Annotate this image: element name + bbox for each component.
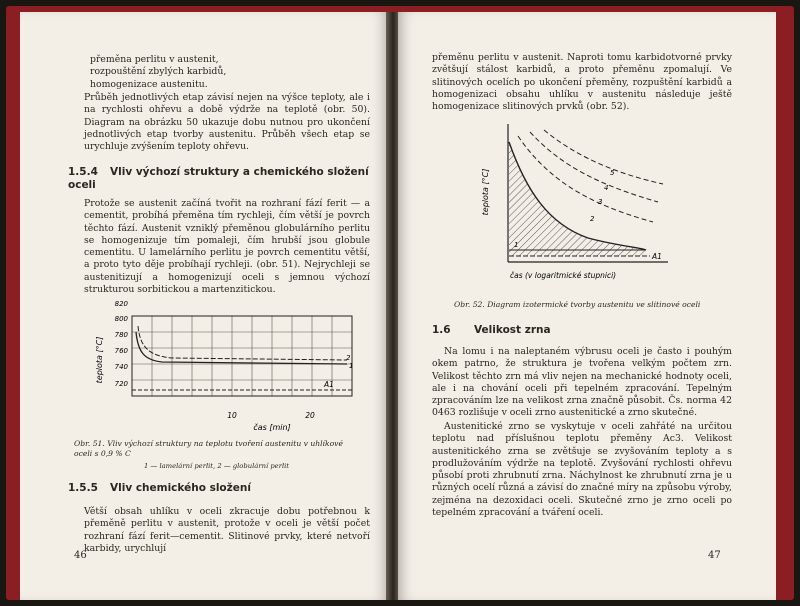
fig51-label-a1: A1 [324, 380, 334, 389]
fig51-xlabel: čas [min] [253, 423, 291, 432]
fig51-frame [132, 316, 352, 396]
fig51-ylabel: teplota [°C] [95, 336, 104, 384]
fig52-caption: Obr. 52. Diagram izotermické tvorby austenitu ve slitinové oceli [454, 300, 701, 309]
fig51-label-2: 2 [346, 354, 351, 362]
figure-51 [92, 300, 372, 434]
fig52-curve-5 [544, 130, 663, 184]
fig52-curve-4 [530, 132, 658, 202]
etapy-list: přeměna perlitu v austenit, rozpouštění zbylých karbidů, homogenizace austenitu. [90, 54, 227, 90]
fig52-xlabel: čas (v logaritmické stupnici) [510, 271, 617, 280]
paragraph-top: přeměnu perlitu v austenit. Naproti tomu karbidotvorné prvky zvětšují stálost karbidů, a proto přeměnu zpomalují. Ve slitinových ocelích po ukončení přeměny, rozpuštění karbidů a homogenizaci obsahu uhlíku v austenitu následuje ještě homogenizace slitinových prvků (obr. 52). [432, 52, 732, 113]
fig51-ytick: 820 [114, 300, 128, 308]
fig52-label-2: 2 [590, 215, 595, 223]
paragraph-155: Větší obsah uhlíku v oceli zkracuje dobu potřebnou k přeměně perlitu v austenit, protože v oceli je větší počet rozhraní fází ferit—cementit. Slitinové prvky, které netvoří karbidy, urychlují [84, 506, 370, 554]
section-heading-154 [68, 166, 378, 192]
page-number: 46 [74, 550, 87, 561]
fig52-label-5: 5 [610, 169, 615, 177]
page-number: 47 [708, 550, 721, 561]
fig51-ytick: 740 [114, 363, 128, 371]
fig51-caption: Obr. 51. Vliv výchozí struktury na teplotu tvoření austenitu v uhlíkové oceli s 0,9 % C [74, 439, 343, 458]
fig51-grid [132, 316, 352, 396]
left-page [20, 12, 388, 600]
section-title: Velikost zrna [474, 324, 551, 336]
fig51-ytick: 800 [114, 315, 128, 323]
section-heading-16 [432, 324, 752, 337]
fig52-label-4: 4 [604, 184, 609, 192]
fig52-label-1: 1 [514, 241, 519, 249]
fig51-ytick: 720 [114, 380, 128, 388]
fig52-ylabel: teplota [°C] [481, 168, 490, 216]
section-number: 1.5.4 [68, 166, 98, 178]
fig51-legend: 1 — lamelární perlit, 2 — globulární perlit [144, 462, 290, 470]
fig52-hatched-area [509, 142, 646, 256]
fig51-label-1: 1 [349, 362, 354, 370]
fig51-xtick: 20 [305, 411, 315, 420]
paragraph-etapy: Průběh jednotlivých etap závisí nejen na výšce teploty, ale i na rychlosti ohřevu a době výdrže na teplotě (obr. 50). Diagram na obrázku 50 ukazuje dobu nutnou pro ukončení jednotlivých etap tvorby austenitu. Průběh všech etap se urychluje zvýšením teploty ohřevu. [84, 92, 370, 153]
fig51-curve-2 [138, 326, 347, 360]
paragraph-16-b: Austenitické zrno se vyskytuje v oceli zahřáté na určitou teplotu nad příslušnou teplotu přeměny Ac3. Velikost austenitického zrna se zvětšuje se zvyšováním teploty a s prodlužováním výdrže na teplotě. Zvyšování rychlosti ohřevu působí proti zhrubnutí zrna. Náchylnost ke zhrubnutí zrna je u různých ocelí různá a závisí do značné míry na způsobu výroby, zejména na dezoxidaci oceli. Skutečné zrno je zrno oceli po tepelném zpracování a tváření oceli. [432, 421, 732, 519]
fig51-ytick: 780 [114, 331, 128, 339]
right-page [398, 12, 776, 600]
section-heading-155 [68, 482, 378, 495]
paragraph-154: Protože se austenit začíná tvořit na rozhraní fází ferit — a cementit, probíhá přeměna tím rychleji, čím větší je povrch těchto fází. Austenit vzniklý přeměnou globulárního perlitu se homogenizuje tím pomaleji, čím hrubší jsou globule cementitu. U lamelárního perlitu je povrch cementitu větší, a proto tyto děje probíhají rychleji. (obr. 51). Nejrychleji se austenitizují a homogenizují oceli s jemnou výchozí strukturou sorbitickou a martenzitickou. [84, 198, 370, 296]
section-number: 1.5.5 [68, 482, 98, 494]
section-number: 1.6 [432, 324, 451, 336]
fig51-xtick: 10 [227, 411, 237, 420]
fig51-ytick: 760 [114, 347, 128, 355]
paragraph-16-a: Na lomu i na naleptaném výbrusu oceli je často i pouhým okem patrno, že struktura je tvořena velkým počtem zrn. Velikost těchto zrn má vliv nejen na mechanické hodnoty oceli, ale i na chování oceli při tepelném zpracování. Tepelným zpracováním lze na velikost zrna značně působit. Čs. norma 42 0463 rozlišuje v oceli zrno austenitické a zrno skutečné. [432, 346, 732, 419]
figure-52 [478, 120, 708, 292]
fig52-label-3: 3 [598, 198, 603, 206]
section-title: Vliv chemického složení [110, 482, 251, 494]
fig52-label-a1: A1 [652, 252, 662, 261]
section-title: Vliv výchozí struktury a chemického složení oceli [68, 166, 369, 191]
